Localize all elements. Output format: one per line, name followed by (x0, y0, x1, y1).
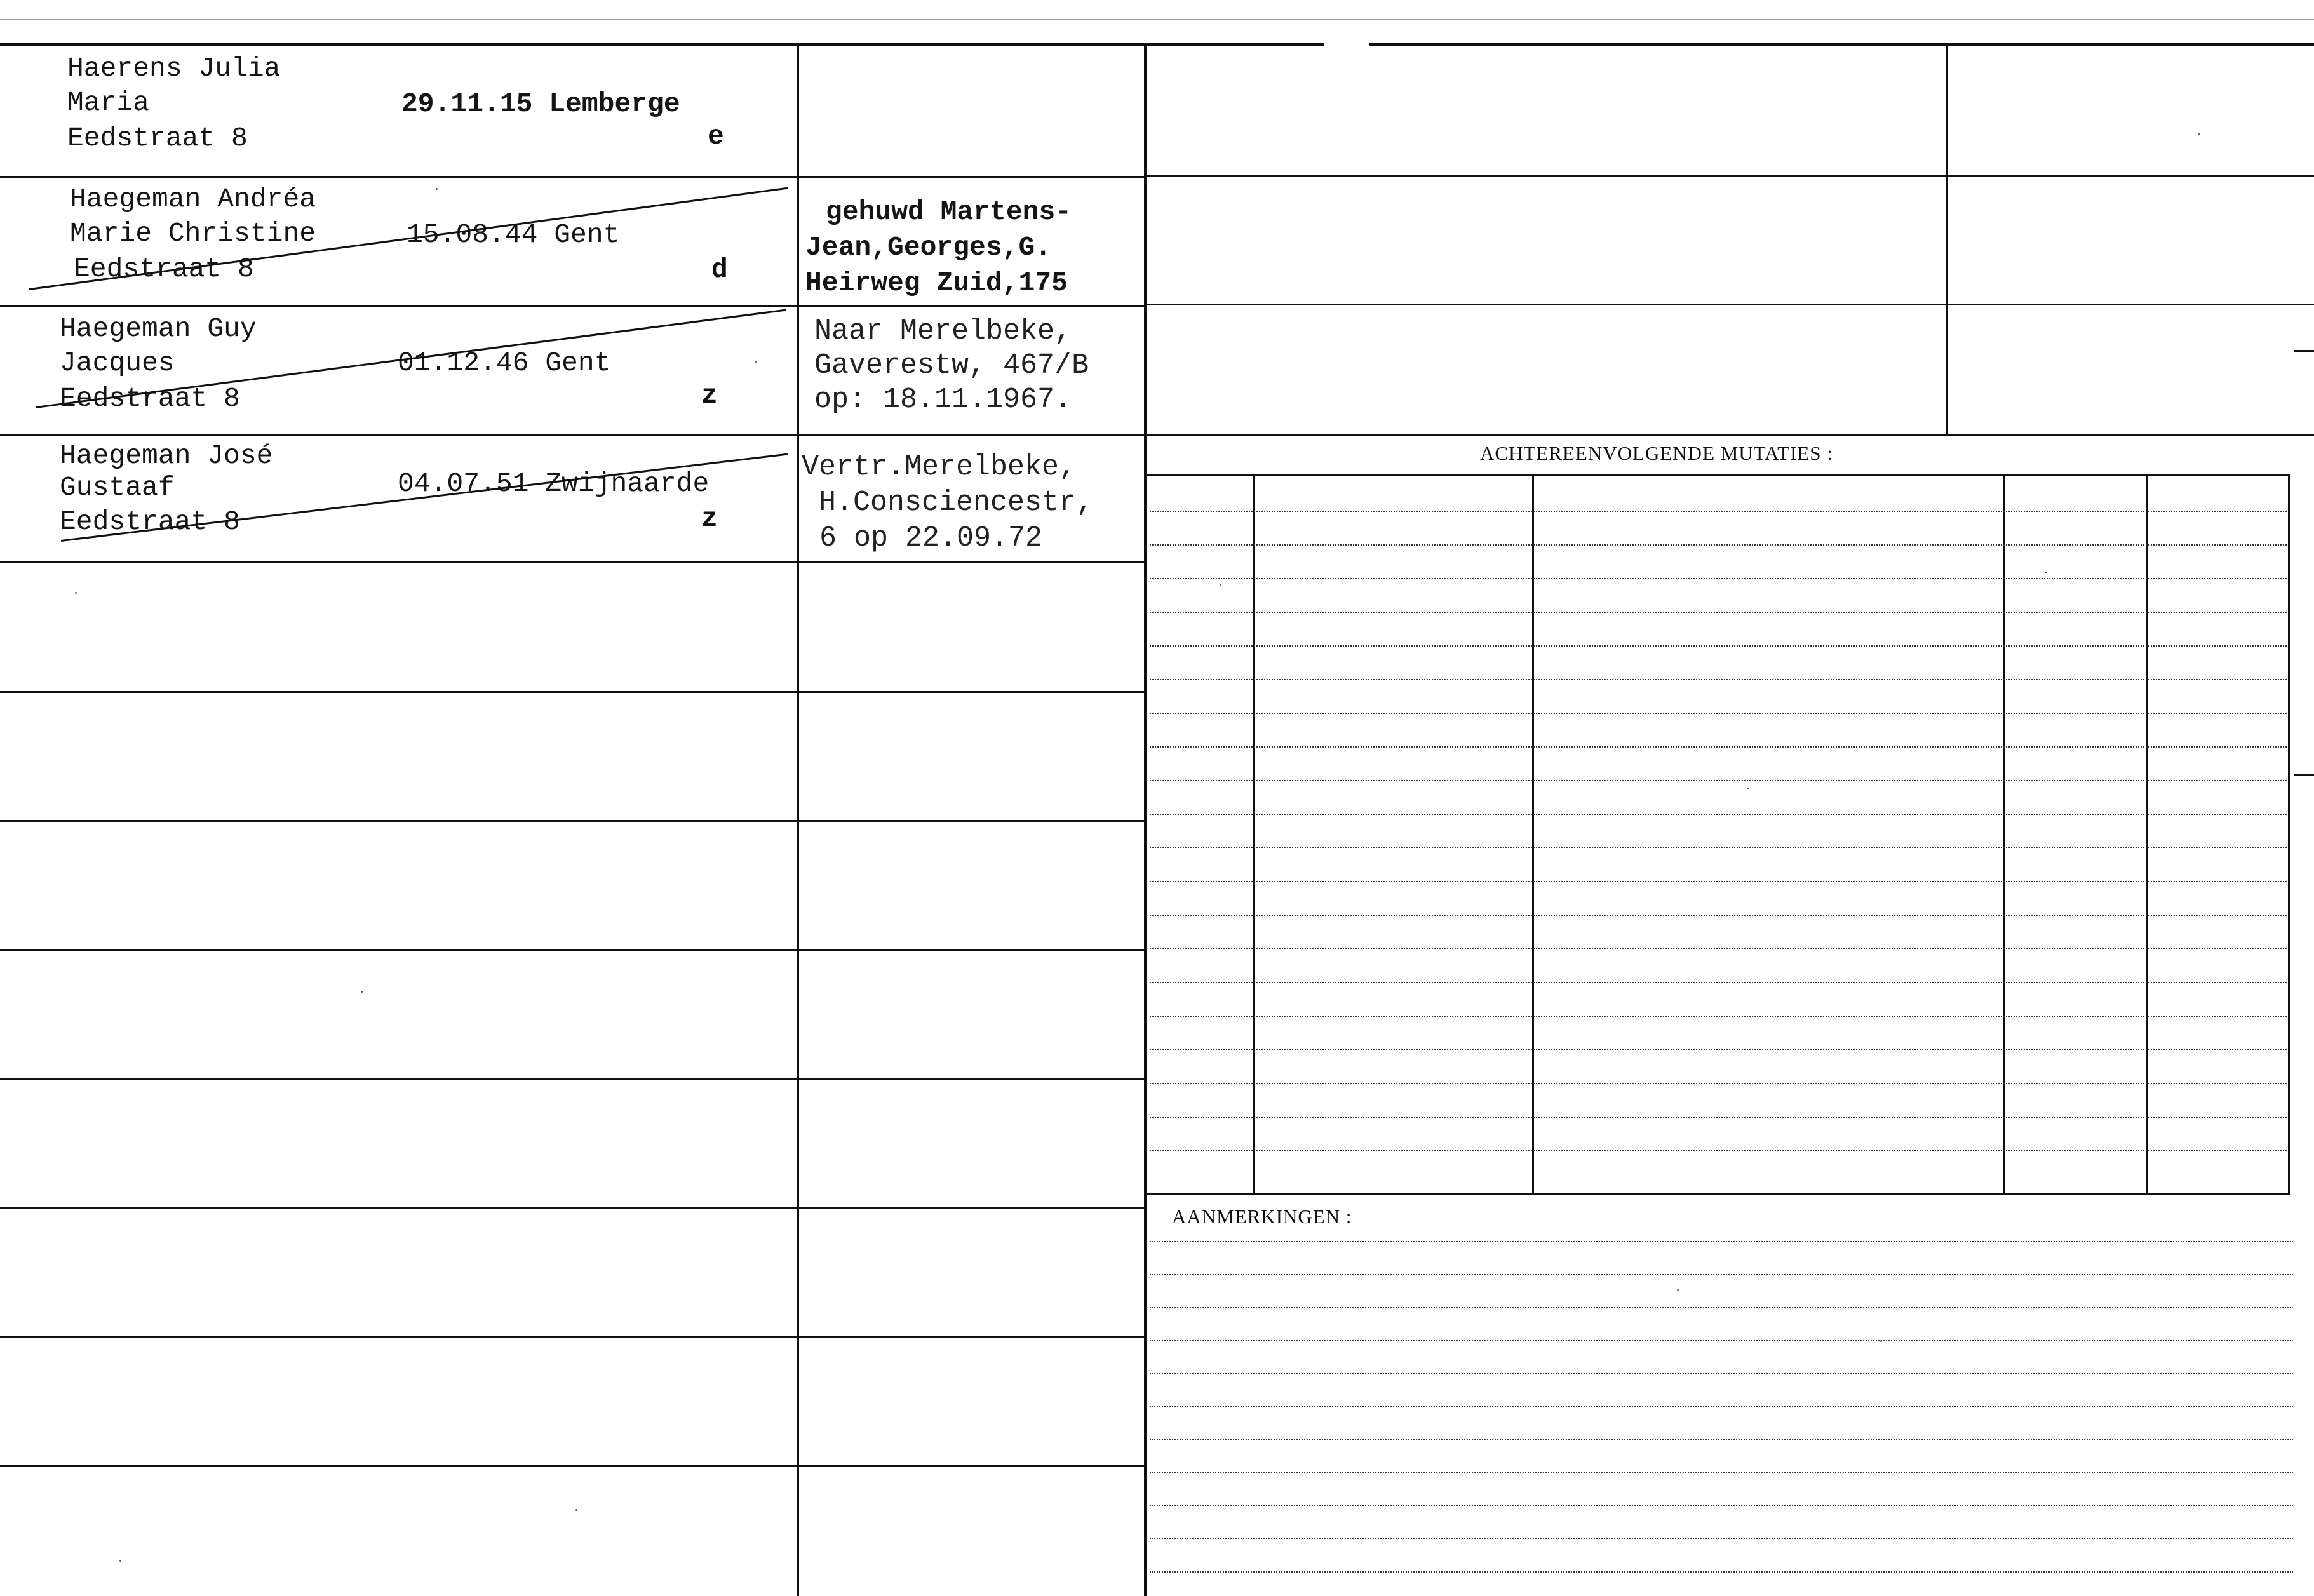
row-rule (0, 176, 799, 178)
mid-row-rule (799, 176, 1144, 178)
person-remark: op: 18.11.1967. (814, 384, 1072, 416)
mid-row-rule (799, 305, 1144, 307)
person-birth: 04.07.51 Zwijnaarde (398, 468, 710, 499)
person-name-line1: Haegeman Guy (60, 313, 257, 344)
person-name-line2: Gustaaf (60, 472, 175, 503)
top-faint-rule (0, 19, 2314, 20)
person-name-line2: Maria (67, 87, 150, 118)
person-birth: 29.11.15 Lemberge (401, 88, 680, 119)
mid-row-rule (799, 1465, 1144, 1467)
mutations-col (1253, 476, 1255, 1193)
mid-row-rule (799, 1078, 1144, 1080)
row-rule (0, 1207, 799, 1209)
person-remark: gehuwd Martens- (826, 196, 1072, 227)
row-rule (0, 820, 799, 822)
mutations-header: ACHTEREENVOLGENDE MUTATIES : (1480, 442, 1833, 464)
person-name-line2: Marie Christine (70, 218, 316, 249)
mid-row-rule (799, 434, 1144, 436)
mid-row-rule (799, 1336, 1144, 1338)
person-address: Eedstraat 8 (67, 123, 248, 154)
row-rule (0, 305, 799, 307)
remarks-header: AANMERKINGEN : (1172, 1205, 1352, 1228)
mutations-table-bottom (1147, 1193, 2290, 1195)
person-name-line2: Jacques (60, 347, 175, 379)
top-rule-right (1369, 43, 2314, 46)
row-rule (0, 691, 799, 693)
mid-row-rule (799, 949, 1144, 951)
row-rule (0, 949, 799, 951)
person-code: e (708, 121, 724, 152)
person-name-line1: Haegeman Andréa (70, 184, 316, 215)
mid-row-rule (799, 1207, 1144, 1209)
row-rule (0, 1078, 799, 1080)
row-rule (0, 1465, 799, 1467)
top-rule-left (0, 43, 1324, 46)
person-remark: Gaverestw, 467/B (814, 349, 1089, 382)
edge-tick (2294, 774, 2314, 776)
person-address: Eedstraat 8 (60, 506, 240, 537)
person-remark: Heirweg Zuid,175 (805, 267, 1068, 298)
row-rule (0, 1336, 799, 1338)
mutations-table-top (1147, 474, 2290, 476)
right-row-rule (1147, 175, 2314, 177)
person-remark: Jean,Georges,G. (805, 232, 1052, 263)
mutations-col (1532, 476, 1534, 1193)
person-remark: 6 op 22.09.72 (819, 522, 1043, 554)
person-name-line1: Haerens Julia (67, 53, 281, 84)
person-birth: 15.08.44 Gent (407, 219, 620, 250)
mutations-col (2146, 476, 2148, 1193)
col-divider-2 (1144, 46, 1147, 1596)
row-rule (0, 434, 799, 436)
row-rule (0, 561, 799, 563)
person-name-line1: Haegeman José (60, 440, 273, 471)
mutations-table-right (2288, 474, 2290, 1193)
person-birth: 01.12.46 Gent (398, 347, 611, 379)
person-remark: Vertr.Merelbeke, (802, 451, 1077, 483)
person-address: Eedstraat 8 (60, 383, 240, 414)
right-row-rule (1147, 434, 2314, 436)
mid-row-rule (799, 691, 1144, 693)
person-remark: Naar Merelbeke, (814, 315, 1072, 347)
mid-row-rule (799, 561, 1144, 563)
col-divider-3 (1946, 46, 1948, 435)
person-code: z (701, 503, 718, 534)
edge-tick (2294, 350, 2314, 352)
person-remark: H.Consciencestr, (802, 486, 1094, 519)
person-code: z (701, 380, 718, 411)
person-code: d (711, 254, 728, 285)
right-row-rule (1147, 304, 2314, 305)
person-address: Eedstraat 8 (74, 253, 254, 285)
mid-row-rule (799, 820, 1144, 822)
mutations-col (2003, 476, 2005, 1193)
